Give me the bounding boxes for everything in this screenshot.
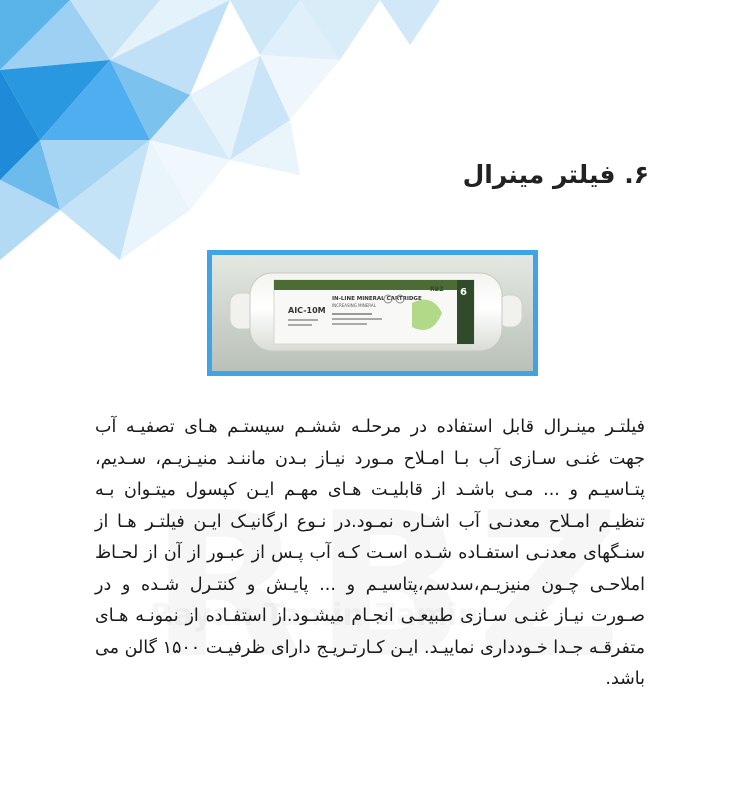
triangle-pattern-decoration xyxy=(0,0,460,280)
cartridge-title-label: IN-LINE MINERAL CARTRIDGE xyxy=(332,296,422,302)
section-heading: ۶. فیلتر مینرال xyxy=(462,160,649,189)
brand-label: RBZ xyxy=(430,286,444,293)
model-label: AIC-10M xyxy=(288,306,326,315)
stage-number-label: 6 xyxy=(460,287,467,298)
cartridge-subtitle-label: INCREASING MINERAL xyxy=(332,303,376,308)
description-paragraph: فیلتـر مینـرال قابل استفاده در مرحلـه ششـم سیستـم هـای تصفیـه آب جهت غنـی سـازی آب بـا امـلاح مـورد نیـاز بـدن ماننـد منیـزیـم، سـدیم، پتـاسیـم و ... مـی باشـد از قابلیـت هـای مهـم ایـن کپسول میتـوان بـه تنظیـم امـلاح معدنـی آب اشـاره نمـود.در نـوع ارگانیـک ایـن فیلتـر هـا از سنـگهای معدنـی استفـاده شـده اسـت کـه آب پـس از عبـور از آن از لحـاظ املاحـی چـون منیزیـم،سدسم،پتاسیـم و ... پایـش و کنتـرل شـده و در صـورت نیـاز غنـی سـازی طبیعـی انجـام میشـود.از استفـاده از نمونـه هـای متفرقـه جـدا خـودداری نماییـد. ایـن کـارتـریـج دارای ظرفیـت ۱۵۰۰ گالن می باشد. xyxy=(95,417,645,689)
cartridge-illustration xyxy=(212,255,533,371)
product-photo xyxy=(207,250,538,376)
